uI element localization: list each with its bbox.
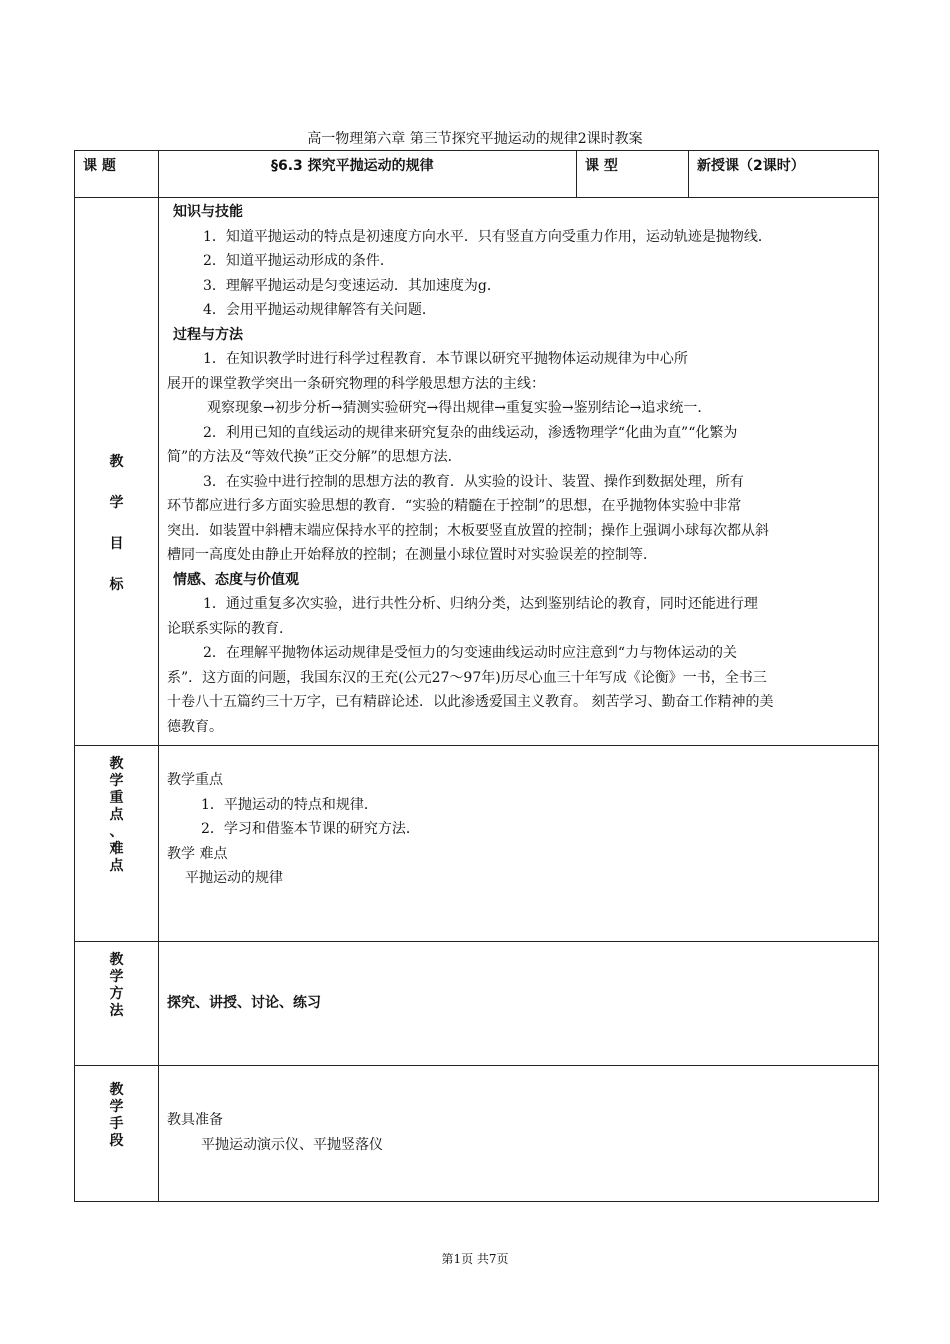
process-line: 突出．如装置中斜槽末端应保持水平的控制；木板要竖直放置的控制；操作上强调小球每次都从斜 (167, 522, 769, 539)
method-label: 教 学 方 法 (75, 942, 159, 1066)
keypoints-content (159, 746, 879, 942)
means-value: 平抛运动演示仪、平抛竖落仪 (201, 1136, 383, 1153)
goals-content (159, 198, 879, 746)
topic-value: §6.3 探究平抛运动的规律 (159, 151, 577, 198)
means-label: 教 学 手 段 (75, 1066, 159, 1202)
process-line: 1．在知识教学时进行科学过程教育．本节课以研究平抛物体运动规律为中心所 (203, 351, 688, 367)
process-chain: 观察现象→初步分析→猜测实验研究→得出规律→重复实验→鉴别结论→追求统一． (207, 400, 712, 416)
keypoints-row (75, 746, 879, 942)
method-value: 探究、讲授、讨论、练习 (159, 942, 879, 1066)
topic-label: 课 题 (75, 151, 159, 198)
goals-row (75, 198, 879, 746)
goals-label: 教 学 目 标 (75, 198, 159, 746)
lesson-plan-table (74, 150, 879, 1202)
knowledge-item: 2．知道平抛运动形成的条件． (203, 253, 394, 269)
knowledge-item: 3．理解平抛运动是匀变速运动．其加速度为g． (203, 277, 501, 294)
emotion-line: 论联系实际的教育． (167, 620, 293, 637)
process-title: 过程与方法 (173, 326, 243, 343)
means-row (75, 1066, 879, 1202)
hard-title: 教学 难点 (167, 845, 228, 862)
emotion-line: 十卷八十五篇约三十万字，已有精辟论述．以此渗透爱国主义教育。 刻苦学习、勤奋工作精神的美 (167, 694, 774, 710)
emotion-line: 2．在理解平抛物体运动规律是受恒力的匀变速曲线运动时应注意到“力与物体运动的关 (203, 645, 738, 661)
header-row (75, 151, 879, 198)
emotion-title: 情感、态度与价值观 (173, 571, 299, 588)
key-item: 1．平抛运动的特点和规律． (201, 796, 378, 813)
type-value: 新授课（2课时） (689, 151, 879, 198)
process-line: 槽同一高度处由静止开始释放的控制；在测量小球位置时对实验误差的控制等． (167, 547, 657, 563)
key-title: 教学重点 (167, 772, 223, 788)
document-title: 高一物理第六章 第三节探究平抛运动的规律2课时教案 (307, 131, 643, 147)
key-item: 2．学习和借鉴本节课的研究方法． (201, 821, 420, 837)
knowledge-title: 知识与技能 (173, 204, 243, 220)
emotion-line: 德教育。 (167, 718, 223, 735)
type-label: 课 型 (577, 151, 689, 198)
means-title: 教具准备 (167, 1112, 223, 1128)
knowledge-item: 1．知道平抛运动的特点是初速度方向水平．只有竖直方向受重力作用，运动轨迹是抛物线． (203, 228, 772, 245)
process-line: 展开的课堂教学突出一条研究物理的科学般思想方法的主线： (167, 375, 545, 392)
process-line: 3．在实验中进行控制的思想方法的教育．从实验的设计、装置、操作到数据处理，所有 (203, 473, 744, 490)
page-footer: 第1页 共7页 (441, 1252, 509, 1266)
process-line: 简”的方法及“等效代换”正交分解”的思想方法． (167, 449, 462, 465)
hard-item: 平抛运动的规律 (185, 870, 283, 886)
process-line: 环节都应进行多方面实验思想的教育．“实验的精髓在于控制”的思想，在乎抛物体实验中非常 (167, 498, 742, 514)
emotion-line: 系”．这方面的问题，我国东汉的王充(公元27～97年)历尽心血三十年写成《论衡》一书，全书三 (167, 669, 767, 686)
method-row (75, 942, 879, 1066)
means-content (159, 1066, 879, 1202)
knowledge-item: 4．会用平抛运动规律解答有关问题． (203, 302, 436, 318)
process-line: 2．利用已知的直线运动的规律来研究复杂的曲线运动，渗透物理学“化曲为直”“化繁为 (203, 424, 738, 441)
keypoints-label: 教 学 重 点 、 难 点 (75, 746, 159, 942)
emotion-line: 1．通过重复多次实验，进行共性分析、归纳分类，达到鉴别结论的教育，同时还能进行理 (203, 596, 758, 612)
